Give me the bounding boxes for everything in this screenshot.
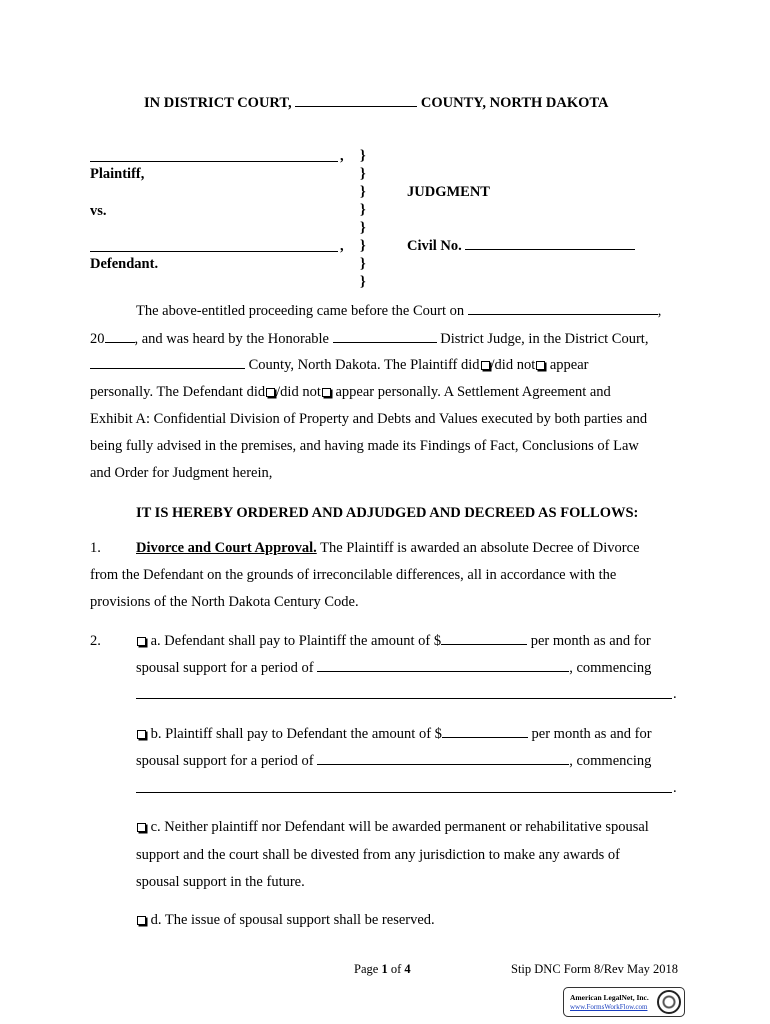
district-county-blank[interactable] [90, 357, 245, 369]
court-header-suffix: COUNTY, NORTH DAKOTA [417, 95, 609, 111]
option-a-commencing-line[interactable] [136, 698, 672, 699]
publisher-url[interactable]: www.FormsWorkFlow.com [570, 1003, 648, 1011]
judge-blank[interactable] [333, 331, 437, 343]
plaintiff-did-not-appear-checkbox[interactable] [536, 361, 545, 370]
intro-text: District Judge, in the District Court, [440, 331, 649, 347]
option-a-line-2 [136, 660, 651, 677]
option-b-commencing-line[interactable] [136, 792, 672, 793]
defendant-name-line[interactable] [90, 251, 338, 252]
option-b-checkbox[interactable] [137, 730, 146, 739]
publisher-logo [563, 987, 685, 1017]
option-d-text: d. The issue of spousal support shall be reserved. [147, 912, 435, 928]
intro-text: appear [546, 357, 589, 373]
caption-brace: } [360, 238, 366, 254]
vs-label: vs. [90, 203, 107, 219]
option-a-checkbox[interactable] [137, 637, 146, 646]
publisher-emblem-icon [657, 990, 681, 1014]
section-1-text: The Plaintiff is awarded an absolute Decree of Divorce [316, 540, 640, 556]
civil-no-blank[interactable] [465, 238, 635, 250]
caption-brace: } [360, 274, 366, 290]
section-1-number: 1. [90, 540, 101, 556]
caption-brace: } [360, 166, 366, 182]
caption-brace: } [360, 202, 366, 218]
page-number-text: of [387, 962, 405, 976]
intro-text: /did not [490, 357, 536, 373]
defendant-did-not-appear-checkbox[interactable] [322, 388, 331, 397]
document-title: JUDGMENT [407, 184, 490, 200]
plaintiff-did-appear-checkbox[interactable] [481, 361, 490, 370]
form-id: Stip DNC Form 8/Rev May 2018 [511, 962, 679, 976]
option-b-line-2 [136, 753, 651, 770]
page-current: 1 [381, 962, 388, 976]
page-number-text: Page [354, 962, 382, 976]
publisher-name: American LegalNet, Inc. [570, 993, 649, 1002]
intro-line-5: Exhibit A: Confidential Division of Property and Debts and Values executed by both parties and [90, 411, 648, 427]
intro-line-1 [136, 303, 661, 320]
intro-line-4 [90, 384, 611, 401]
intro-text: County, North Dakota. The Plaintiff did [248, 357, 480, 373]
civil-no-label: Civil No. [407, 238, 462, 254]
option-a-amount-blank[interactable] [441, 633, 527, 645]
option-a-text: , commencing [569, 660, 652, 676]
option-c-text: c. Neither plaintiff nor Defendant will be awarded permanent or rehabilitative spousal [147, 819, 649, 835]
intro-text: , and was heard by the Honorable [134, 331, 329, 347]
page-total: 4 [404, 962, 411, 976]
intro-text: personally. The Defendant did [90, 384, 266, 400]
defendant-comma: , [340, 238, 344, 254]
court-header [144, 95, 608, 112]
option-a-period-blank[interactable] [317, 660, 569, 672]
caption-brace: } [360, 256, 366, 272]
intro-line-7: and Order for Judgment herein, [90, 465, 273, 481]
option-d-checkbox[interactable] [137, 916, 146, 925]
intro-line-2 [90, 331, 648, 348]
section-1-line-3: provisions of the North Dakota Century Code. [90, 594, 359, 610]
section-1-line-2: from the Defendant on the grounds of irreconcilable differences, all in accordance with the [90, 567, 617, 583]
county-blank[interactable] [295, 95, 417, 107]
intro-text: , [657, 303, 662, 319]
option-c-line-1 [136, 819, 649, 836]
year-blank[interactable] [105, 331, 135, 343]
option-b-amount-blank[interactable] [442, 726, 528, 738]
intro-line-6: being fully advised in the premises, and having made its Findings of Fact, Conclusions of Law [90, 438, 639, 454]
option-b-text: , commencing [569, 753, 652, 769]
plaintiff-name-line[interactable] [90, 161, 338, 162]
defendant-did-appear-checkbox[interactable] [266, 388, 275, 397]
civil-no [407, 238, 635, 255]
option-b-line-1 [136, 726, 652, 743]
option-a-text: a. Defendant shall pay to Plaintiff the amount of $ [147, 633, 442, 649]
page-number [354, 962, 411, 977]
section-1-line-1 [136, 540, 640, 557]
intro-text: /did not [276, 384, 321, 400]
hearing-date-blank[interactable] [468, 303, 658, 315]
section-1-heading: Divorce and Court Approval. [136, 540, 317, 556]
option-b-text: spousal support for a period of [136, 753, 314, 769]
intro-text: appear personally. A Settlement Agreement and [331, 384, 611, 400]
option-c-checkbox[interactable] [137, 823, 146, 832]
order-heading: IT IS HEREBY ORDERED AND ADJUDGED AND DECREED AS FOLLOWS: [136, 505, 639, 521]
section-2-number: 2. [90, 633, 101, 649]
option-a-text: per month as and for [527, 633, 651, 649]
caption-brace: } [360, 148, 366, 164]
option-a-text: spousal support for a period of [136, 660, 314, 676]
option-b-text: b. Plaintiff shall pay to Defendant the amount of $ [147, 726, 442, 742]
option-a-line-1 [136, 633, 651, 650]
defendant-label: Defendant. [90, 256, 159, 272]
option-a-period: . [673, 686, 677, 702]
option-c-line-3: spousal support in the future. [136, 874, 305, 890]
option-b-period-blank[interactable] [317, 753, 569, 765]
option-b-text: per month as and for [527, 726, 652, 742]
option-c-line-2: support and the court shall be divested from any jurisdiction to make any awards of [136, 847, 621, 863]
intro-line-3 [90, 357, 589, 374]
option-b-period: . [673, 780, 677, 796]
court-header-prefix: IN DISTRICT COURT, [144, 95, 296, 111]
caption-brace: } [360, 220, 366, 236]
caption-brace: } [360, 184, 366, 200]
option-d-line-1 [136, 912, 435, 929]
intro-text: 20 [90, 331, 105, 347]
intro-text: The above-entitled proceeding came before the Court on [136, 303, 465, 319]
plaintiff-comma: , [340, 148, 344, 164]
plaintiff-label: Plaintiff, [90, 166, 145, 182]
